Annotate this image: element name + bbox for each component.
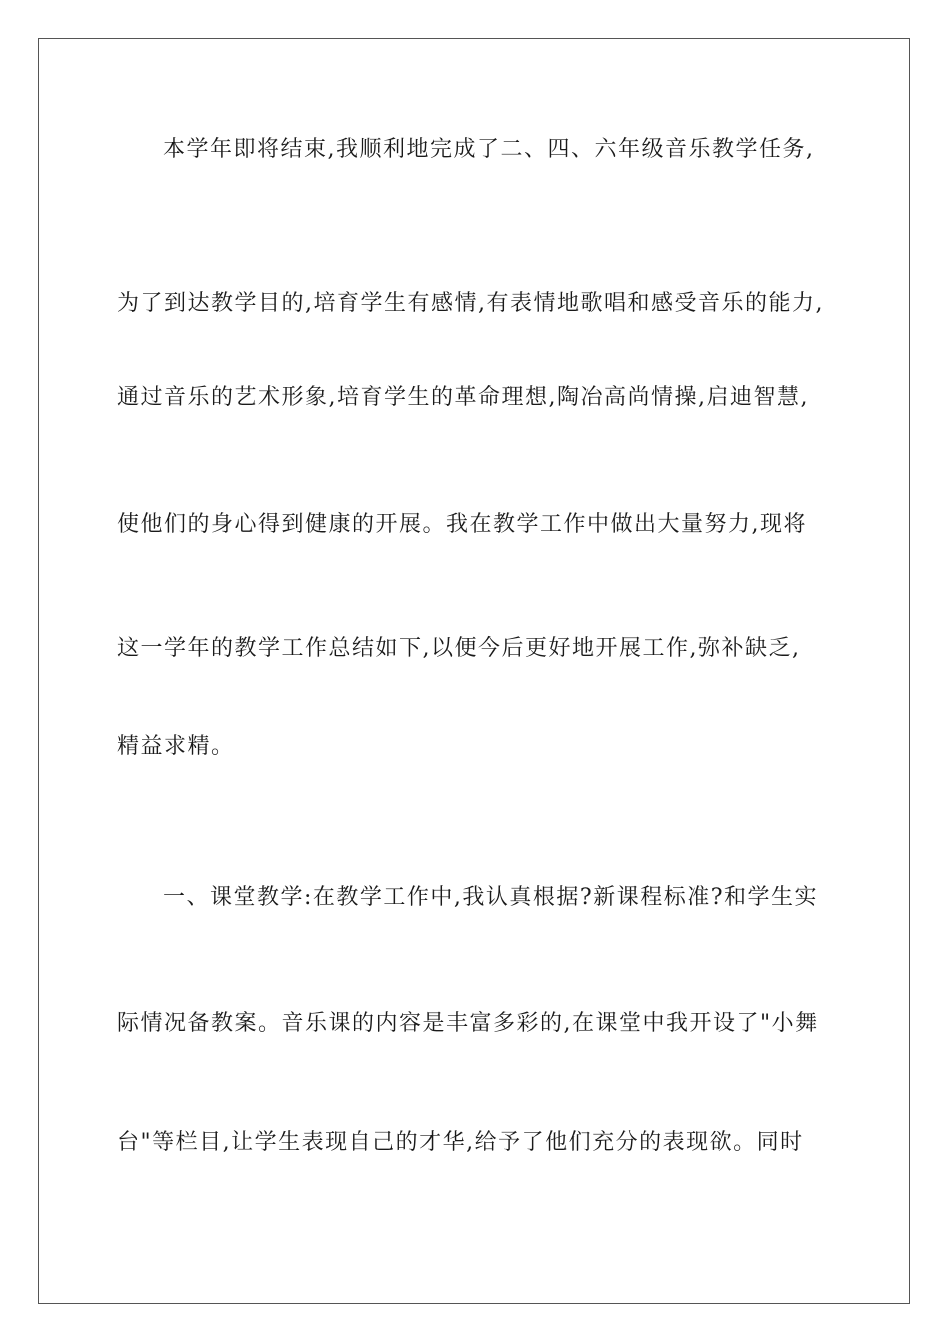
paragraph-1-line-6: 精益求精。 xyxy=(117,734,235,759)
paragraph-1-line-1: 本学年即将结束,我顺利地完成了二、四、六年级音乐教学任务, xyxy=(163,137,815,162)
paragraph-1-line-3: 通过音乐的艺术形象,培育学生的革命理想,陶冶高尚情操,启迪智慧, xyxy=(117,385,809,410)
paragraph-1-line-5: 这一学年的教学工作总结如下,以便今后更好地开展工作,弥补缺乏, xyxy=(117,636,801,661)
page-border xyxy=(38,38,910,1304)
paragraph-1-line-4: 使他们的身心得到健康的开展。我在教学工作中做出大量努力,现将 xyxy=(117,512,807,537)
paragraph-2-line-2: 际情况备教案。音乐课的内容是丰富多彩的,在课堂中我开设了"小舞 xyxy=(117,1011,819,1036)
paragraph-2-line-3: 台"等栏目,让学生表现自己的才华,给予了他们充分的表现欲。同时 xyxy=(117,1130,804,1155)
paragraph-2-line-1: 一、课堂教学:在教学工作中,我认真根据?新课程标准?和学生实 xyxy=(163,885,818,910)
paragraph-1-line-2: 为了到达教学目的,培育学生有感情,有表情地歌唱和感受音乐的能力, xyxy=(117,291,824,316)
